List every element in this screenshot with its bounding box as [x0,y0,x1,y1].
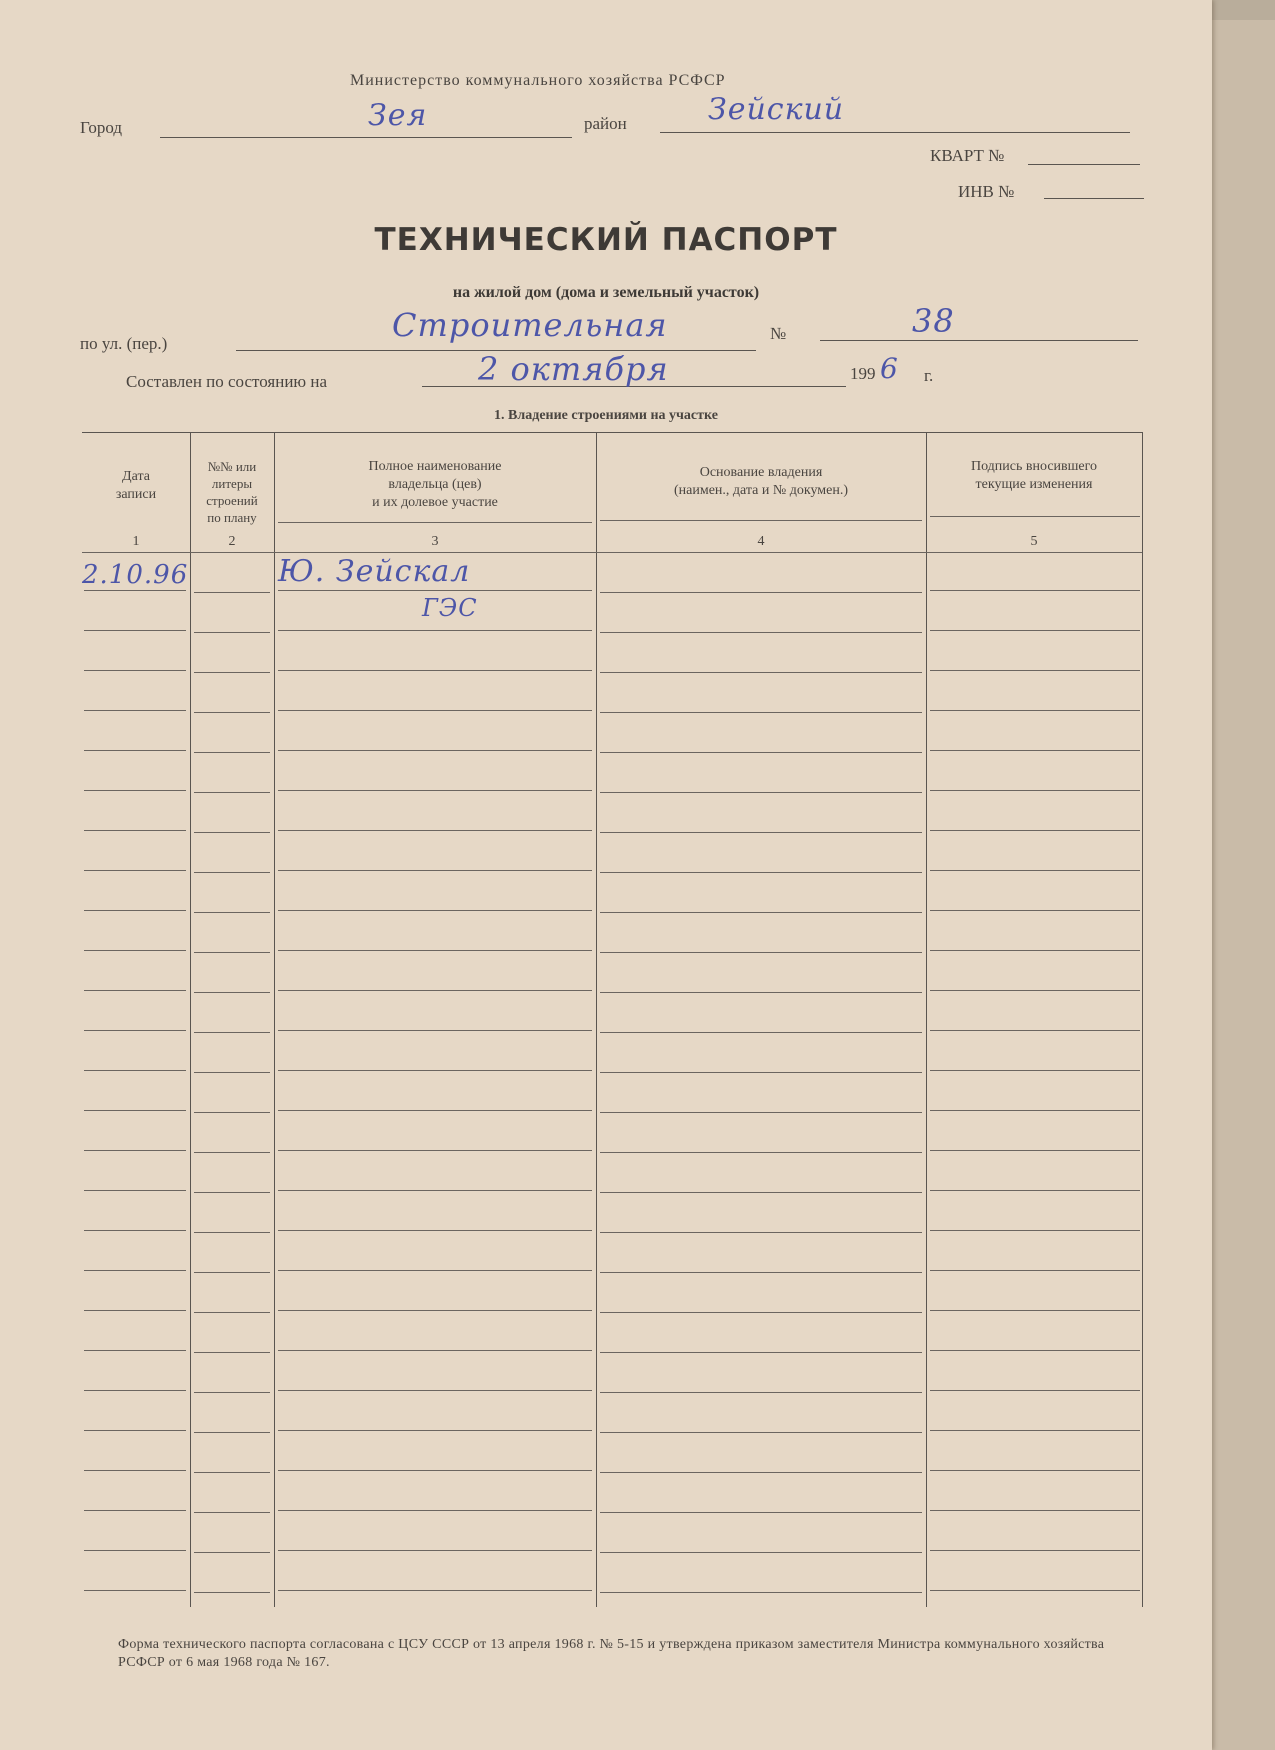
table-row [84,830,186,831]
table-row [194,1472,270,1473]
table-row [278,1590,592,1591]
table-row [600,872,922,873]
table-row [278,870,592,871]
table-row [600,1472,922,1473]
table-row [930,950,1140,951]
city-label: Город [80,118,122,137]
table-row [194,1392,270,1393]
table-row [84,1590,186,1591]
table-row [600,632,922,633]
section-title: 1. Владение строениями на участке [494,408,718,423]
column-header-label: №№ или литеры строений по плану [206,459,258,525]
column-number: 5 [1030,534,1038,549]
table-row [930,630,1140,631]
table-row [930,1030,1140,1031]
table-row [930,1150,1140,1151]
table-row [194,792,270,793]
document-title: ТЕХНИЧЕСКИЙ ПАСПОРТ [374,222,838,258]
column-header-building [190,458,274,526]
table-row [84,1310,186,1311]
table-row [278,790,592,791]
table-row [84,670,186,671]
table-row [278,630,592,631]
column-header-label: Полное наименование владельца (цев) и их долевое участие [368,459,502,510]
table-row [930,1230,1140,1231]
table-row [930,710,1140,711]
table-row [84,590,186,591]
table-row [194,952,270,953]
col-divider [1142,432,1143,1607]
table-row [84,710,186,711]
inv-label: ИНВ № [958,182,1015,201]
table-row [600,912,922,913]
table-row [194,832,270,833]
city-value: Зея [368,98,428,133]
column-header-label: Подпись вносившего текущие изменения [970,459,1098,492]
table-row [84,1070,186,1071]
col-divider [926,432,927,1607]
table-row [278,950,592,951]
table-row [84,1430,186,1431]
table-row [278,1350,592,1351]
table-row [84,910,186,911]
table-row [930,1310,1140,1311]
table-row [600,592,922,593]
table-row [84,1110,186,1111]
street-value: Строительная [392,306,668,344]
table-row [84,1390,186,1391]
table-row [194,1552,270,1553]
year-unit: г. [924,366,934,385]
table-row [600,672,922,673]
table-row [194,592,270,593]
table-row [278,1470,592,1471]
table-row [278,1110,592,1111]
table-row [84,750,186,751]
block-label: КВАРТ № [930,146,1005,165]
header-rule [930,516,1140,517]
entry-owner-line2: ГЭС [422,594,478,622]
table-row [930,1430,1140,1431]
table-row [194,1072,270,1073]
table-row [194,1232,270,1233]
table-row [84,870,186,871]
table-row [278,1390,592,1391]
table-row [600,1072,922,1073]
table-row [930,1470,1140,1471]
district-line [660,132,1130,133]
table-row [600,1152,922,1153]
table-row [278,830,592,831]
table-row [600,1592,922,1593]
table-row [194,1432,270,1433]
year-prefix: 199 [850,364,876,383]
table-row [600,1352,922,1353]
table-row [278,1070,592,1071]
table-row [600,792,922,793]
district-value: Зейский [708,92,845,127]
table-top-rule [82,432,1142,433]
state-label: Составлен по состоянию на [126,372,328,391]
number-line [820,340,1138,341]
number-value: 38 [912,302,955,340]
table-row [278,1310,592,1311]
table-row [600,1432,922,1433]
entry-owner-line1: Ю. Зейскал [278,554,471,589]
table-row [278,1430,592,1431]
table-row [930,910,1140,911]
table-row [278,1510,592,1511]
table-row [84,1030,186,1031]
table-row [84,1350,186,1351]
inv-line [1044,198,1144,199]
table-row [278,710,592,711]
col-divider [190,432,191,1607]
table-row [600,1112,922,1113]
table-row [930,1070,1140,1071]
table-row [600,1512,922,1513]
table-row [84,1190,186,1191]
table-row [930,990,1140,991]
table-row [930,830,1140,831]
table-row [278,1230,592,1231]
table-row [194,1032,270,1033]
ownership-table [82,432,1142,1607]
table-row [194,712,270,713]
column-header-label: Основание владения (наимен., дата и № докумен.) [673,465,849,498]
table-row [194,872,270,873]
table-row [194,1112,270,1113]
col-divider [596,432,597,1607]
table-row [600,1232,922,1233]
state-date: 2 октября [478,350,669,388]
footer-note: Форма технического паспорта согласована с ЦСУ СССР от 13 апреля 1968 г. № 5-15 и утверждена приказом заместителя Министра коммунального хозяйства РСФСР от 6 мая 1968 года № 167. [118,1637,1105,1670]
column-header-basis [596,464,926,500]
table-row [278,1150,592,1151]
table-row [600,952,922,953]
table-row [278,1190,592,1191]
table-row [84,1470,186,1471]
table-row [930,1270,1140,1271]
table-row [84,1230,186,1231]
table-row [600,712,922,713]
table-row [930,1550,1140,1551]
table-row [84,1510,186,1511]
table-row [600,1032,922,1033]
column-header-signature [926,458,1142,494]
table-row [930,590,1140,591]
table-row [930,750,1140,751]
table-row [278,1550,592,1551]
table-row [84,990,186,991]
header-rule [600,520,922,521]
column-number: 4 [757,534,765,549]
table-row [278,910,592,911]
entry-date: 2.10.96 [82,560,189,590]
header-rule [82,552,1142,553]
table-row [84,1270,186,1271]
table-row [84,790,186,791]
table-row [930,870,1140,871]
table-row [194,1152,270,1153]
table-row [600,752,922,753]
table-row [194,672,270,673]
table-row [930,1190,1140,1191]
street-label: по ул. (пер.) [80,334,168,353]
table-row [278,590,592,591]
column-header-label: Дата записи [115,469,157,502]
table-row [84,1550,186,1551]
table-row [278,670,592,671]
table-row [84,1150,186,1151]
table-row [194,1592,270,1593]
table-row [930,1110,1140,1111]
column-header-date [82,468,190,504]
table-row [930,670,1140,671]
table-row [600,1392,922,1393]
table-row [194,1192,270,1193]
column-number: 2 [228,534,236,549]
table-row [600,1272,922,1273]
table-row [930,790,1140,791]
table-row [600,992,922,993]
table-row [194,912,270,913]
table-row [600,1312,922,1313]
table-row [194,1272,270,1273]
col-divider [274,432,275,1607]
table-row [194,1312,270,1313]
column-header-owner [274,458,596,512]
table-row [600,1552,922,1553]
table-row [930,1590,1140,1591]
table-row [930,1350,1140,1351]
table-row [278,1030,592,1031]
table-row [84,630,186,631]
table-row [278,990,592,991]
block-line [1028,164,1140,165]
table-row [194,1352,270,1353]
table-row [84,950,186,951]
table-row [194,1512,270,1513]
number-label: № [770,324,787,343]
ministry-heading: Министерство коммунального хозяйства РСФСР [350,72,726,89]
table-row [600,1192,922,1193]
table-row [278,1270,592,1271]
table-row [600,832,922,833]
column-number: 1 [132,534,140,549]
document-subtitle: на жилой дом (дома и земельный участок) [452,284,760,301]
table-row [194,752,270,753]
year-suffix: 6 [880,352,899,385]
city-line [160,137,572,138]
table-row [278,750,592,751]
district-label: район [584,114,627,133]
column-number: 3 [431,534,439,549]
table-row [930,1390,1140,1391]
table-row [194,992,270,993]
table-row [930,1510,1140,1511]
table-row [194,632,270,633]
header-rule [278,522,592,523]
